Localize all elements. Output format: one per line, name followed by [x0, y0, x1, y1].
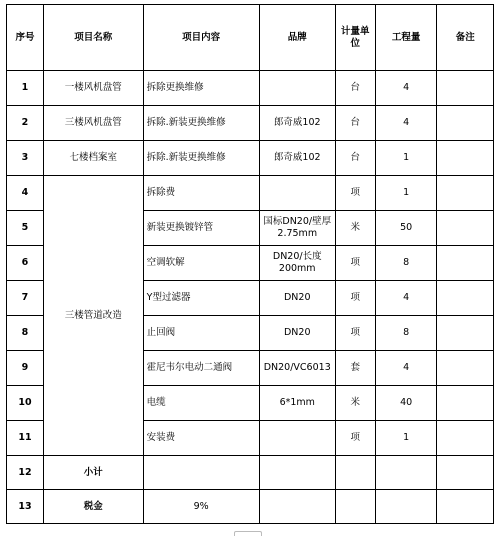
subtotal-no: 12	[7, 456, 44, 490]
row-note	[437, 176, 494, 211]
row-note	[437, 106, 494, 141]
header-row	[7, 5, 494, 71]
row-unit: 项	[335, 281, 375, 316]
row-note	[437, 246, 494, 281]
row-content: 止回阀	[143, 316, 259, 351]
subtotal-row	[7, 456, 494, 490]
empty-cell	[375, 456, 437, 490]
row-brand: DN20/VC6013	[259, 351, 335, 386]
header-name: 项目名称	[43, 5, 143, 71]
row-unit: 项	[335, 176, 375, 211]
row-brand: DN20/长度200mm	[259, 246, 335, 281]
empty-cell	[143, 456, 259, 490]
row-qty: 1	[375, 141, 437, 176]
row-brand	[259, 421, 335, 456]
row-brand	[259, 176, 335, 211]
row-no: 9	[7, 351, 44, 386]
row-no: 8	[7, 316, 44, 351]
header-content: 项目内容	[143, 5, 259, 71]
row-name: 一楼风机盘管	[43, 71, 143, 106]
table-row	[7, 141, 494, 176]
header-qty: 工程量	[375, 5, 437, 71]
row-content: 拆除.新装更换维修	[143, 141, 259, 176]
empty-cell	[259, 456, 335, 490]
empty-cell	[335, 456, 375, 490]
row-unit: 台	[335, 141, 375, 176]
row-content: 霍尼韦尔电动二通阀	[143, 351, 259, 386]
row-no: 4	[7, 176, 44, 211]
row-content: 拆除.新装更换维修	[143, 106, 259, 141]
row-brand: 国标DN20/壁厚2.75mm	[259, 211, 335, 246]
row-note	[437, 421, 494, 456]
empty-cell	[259, 490, 335, 524]
tax-no: 13	[7, 490, 44, 524]
row-unit: 项	[335, 421, 375, 456]
row-no: 2	[7, 106, 44, 141]
row-content: 安装费	[143, 421, 259, 456]
row-unit: 台	[335, 106, 375, 141]
bottom-edge-fragment	[234, 531, 262, 536]
row-qty: 1	[375, 421, 437, 456]
row-qty: 1	[375, 176, 437, 211]
subtotal-label: 小计	[43, 456, 143, 490]
row-no: 5	[7, 211, 44, 246]
row-brand: 6*1mm	[259, 386, 335, 421]
row-name: 七楼档案室	[43, 141, 143, 176]
tax-rate: 9%	[143, 490, 259, 524]
empty-cell	[335, 490, 375, 524]
row-qty: 4	[375, 351, 437, 386]
empty-cell	[437, 456, 494, 490]
row-unit: 米	[335, 211, 375, 246]
row-qty: 8	[375, 316, 437, 351]
table-row	[7, 176, 494, 211]
row-no: 6	[7, 246, 44, 281]
row-brand: DN20	[259, 316, 335, 351]
row-note	[437, 211, 494, 246]
row-no: 10	[7, 386, 44, 421]
row-no: 7	[7, 281, 44, 316]
row-unit: 项	[335, 246, 375, 281]
row-content: 电缆	[143, 386, 259, 421]
empty-cell	[437, 490, 494, 524]
header-brand: 品牌	[259, 5, 335, 71]
row-brand: 郎奇威102	[259, 141, 335, 176]
row-qty: 4	[375, 281, 437, 316]
row-name: 三楼风机盘管	[43, 106, 143, 141]
tax-row	[7, 490, 494, 524]
table-row	[7, 71, 494, 106]
row-note	[437, 316, 494, 351]
row-content: 新装更换镀锌管	[143, 211, 259, 246]
row-content: 拆除费	[143, 176, 259, 211]
row-no: 11	[7, 421, 44, 456]
row-note	[437, 71, 494, 106]
row-note	[437, 281, 494, 316]
row-brand: DN20	[259, 281, 335, 316]
row-no: 3	[7, 141, 44, 176]
row-qty: 4	[375, 106, 437, 141]
row-unit: 米	[335, 386, 375, 421]
merged-project-name: 三楼管道改造	[43, 176, 143, 456]
row-qty: 8	[375, 246, 437, 281]
quote-table	[6, 4, 494, 524]
row-note	[437, 141, 494, 176]
row-note	[437, 386, 494, 421]
header-no: 序号	[7, 5, 44, 71]
row-qty: 50	[375, 211, 437, 246]
empty-cell	[375, 490, 437, 524]
row-no: 1	[7, 71, 44, 106]
row-unit: 套	[335, 351, 375, 386]
header-note: 备注	[437, 5, 494, 71]
row-brand: 郎奇威102	[259, 106, 335, 141]
row-content: 空调软解	[143, 246, 259, 281]
row-content: 拆除更换维修	[143, 71, 259, 106]
header-unit: 计量单位	[335, 5, 375, 71]
row-unit: 项	[335, 316, 375, 351]
row-qty: 40	[375, 386, 437, 421]
row-qty: 4	[375, 71, 437, 106]
tax-label: 税金	[43, 490, 143, 524]
row-note	[437, 351, 494, 386]
row-content: Y型过滤器	[143, 281, 259, 316]
row-unit: 台	[335, 71, 375, 106]
table-row	[7, 106, 494, 141]
row-brand	[259, 71, 335, 106]
